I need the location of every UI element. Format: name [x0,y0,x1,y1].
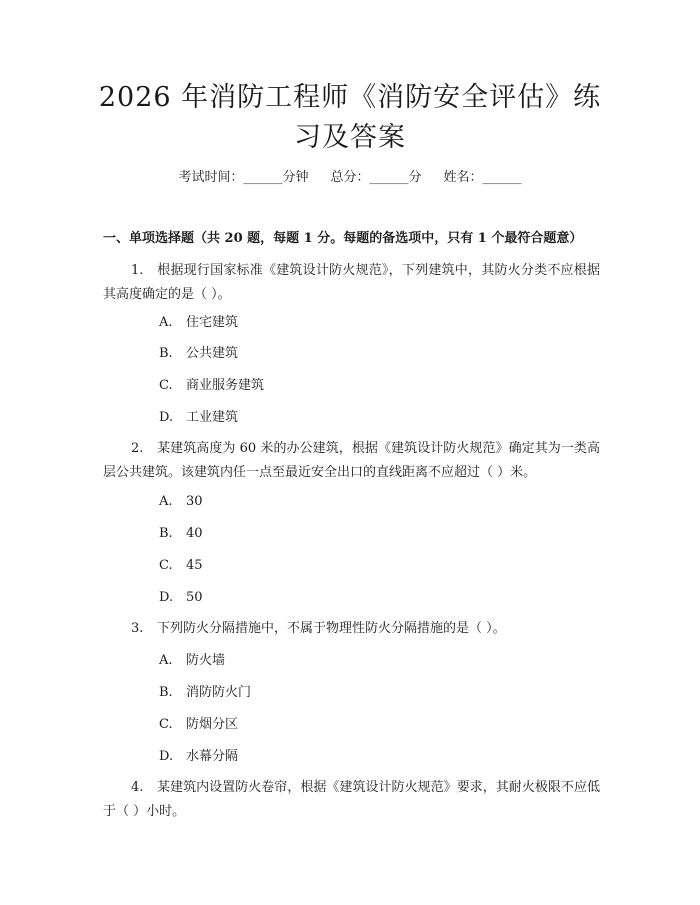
option-letter: A. [159,315,173,330]
option-text: 防火墙 [186,653,226,668]
option-text: 30 [186,494,203,509]
question-text: 根据现行国家标准《建筑设计防火规范》，下列建筑中，其防火分类不应根据其高度确定的是（ ）。 [103,263,600,302]
option-text: 商业服务建筑 [186,378,265,393]
exam-info-line [0,168,700,188]
question-1-option-c [159,376,264,396]
question-1-option-d [159,408,238,428]
option-letter: D. [159,590,174,605]
option-text: 40 [186,526,203,541]
question-1-option-a [159,313,238,333]
option-text: 防烟分区 [186,717,239,732]
option-letter: D. [159,749,174,764]
question-3-option-c [159,715,238,735]
question-number: 1. [131,263,144,278]
option-text: 水幕分隔 [186,749,239,764]
option-letter: A. [159,653,173,668]
option-letter: A. [159,494,173,509]
question-text: 某建筑高度为 60 米的办公建筑，根据《建筑设计防火规范》确定其为一类高层公共建筑。该建筑内任一点至最近安全出口的直线距离不应超过（ ）米。 [103,441,600,480]
question-3-option-b [159,683,251,703]
exam-time-field: 考试时间：______分钟 [178,170,309,185]
name-field: 姓名：______ [443,170,522,185]
question-1-option-b [159,344,238,364]
option-text: 工业建筑 [186,410,239,425]
question-2-option-a [159,492,203,512]
question-1 [103,259,600,307]
question-number: 3. [131,621,144,636]
question-2-option-d [159,588,203,608]
option-letter: B. [159,346,173,361]
option-letter: C. [159,717,173,732]
question-4 [103,776,600,824]
option-letter: C. [159,378,173,393]
document-title: 2026 年消防工程师《消防安全评估》练习及答案 [98,82,602,153]
question-2-option-c [159,556,203,576]
option-text: 消防防火门 [186,685,252,700]
option-letter: B. [159,526,173,541]
option-text: 公共建筑 [186,346,239,361]
question-number: 4. [131,780,144,795]
option-letter: C. [159,558,173,573]
option-letter: D. [159,410,174,425]
question-text: 下列防火分隔措施中，不属于物理性防火分隔措施的是（ ）。 [157,621,506,636]
question-text: 某建筑内设置防火卷帘，根据《建筑设计防火规范》要求，其耐火极限不应低于（ ）小时。 [103,780,600,819]
question-3-option-d [159,747,238,767]
question-number: 2. [131,441,144,456]
total-score-field: 总分：______分 [330,170,422,185]
question-3-option-a [159,651,225,671]
option-text: 45 [186,558,203,573]
question-2 [103,437,600,485]
option-letter: B. [159,685,173,700]
section-heading: 一、单项选择题（共 20 题，每题 1 分。每题的备选项中，只有 1 个最符合题意） [103,231,583,246]
option-text: 住宅建筑 [186,315,239,330]
option-text: 50 [186,590,203,605]
question-2-option-b [159,524,203,544]
question-3 [103,617,600,641]
